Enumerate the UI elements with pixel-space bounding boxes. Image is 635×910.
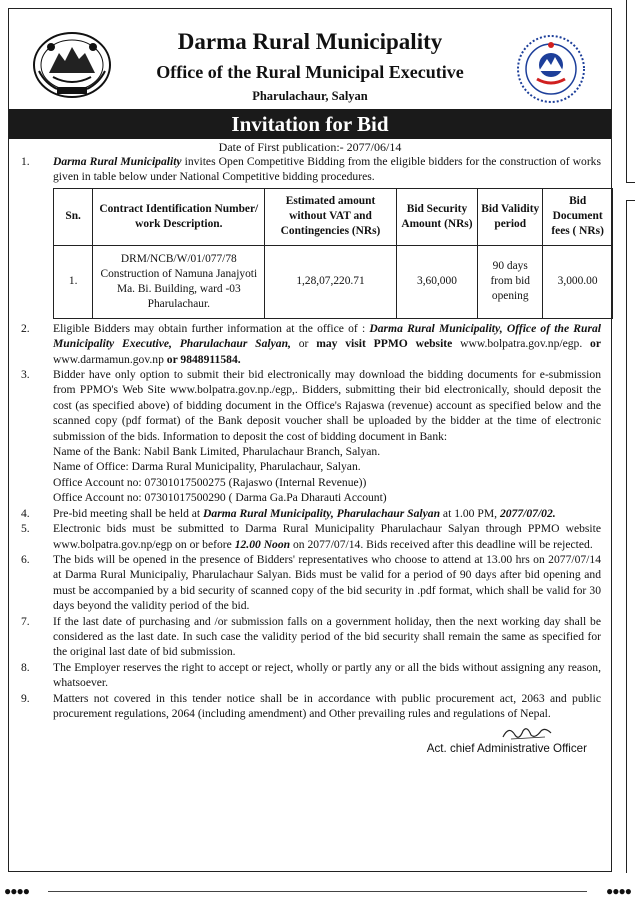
bolpatra-url: www.bolpatra.gov.np/egp. xyxy=(452,337,591,351)
contact-phone: or 9848911584. xyxy=(166,352,241,366)
table-header-row xyxy=(54,188,613,245)
cell-fee: 3,000.00 xyxy=(543,245,613,318)
notice-body xyxy=(21,154,604,761)
clause-6 xyxy=(21,552,601,614)
clause-number: 5. xyxy=(21,522,30,536)
clause-7 xyxy=(21,614,601,660)
prebid-date: 2077/07/02. xyxy=(499,506,556,520)
office-address-inline: Darma Rural Municipality, Office of the Rural Municipality Executive, Pharulachaur Salyan, xyxy=(53,321,601,351)
clause-number: 1. xyxy=(21,155,30,168)
col-header-security: Bid Security Amount (NRs) xyxy=(396,188,478,245)
clause-text: Matters not covered in this tender notice shall be in accordance with public procurement act, 2063 and public procurement regulations, 2064 (including amendment) and Other prevailing rules and regulations of Nepal. xyxy=(53,691,601,720)
col-header-fee: Bid Document fees ( NRs) xyxy=(543,188,613,245)
clause-number: 8. xyxy=(21,660,30,674)
clause-5 xyxy=(21,521,601,552)
clause-text: Electronic bids must be submitted to Darma Rural Municipality Pharulachaur Salyan through PPMO website www.bolpatra.gov.np/egp on or before xyxy=(53,522,601,551)
account-deposit: Office Account no: 07301017500290 ( Darma Ga.Pa Dharauti Account) xyxy=(53,491,387,505)
clause-text: The bids will be opened in the presence of Bidders' representatives who choose to attend at 13.00 hrs on 2077/07/14 at Darma Rural Municipaliy, Pharulachaur Salyan. Bids must be valid for a period of 90 days after bid opening and must be accompanied by a bid security of scanned copy of the bid security in .pdf format, which shall be valid for 30 days beyond the validity period of the bid. xyxy=(53,552,601,613)
clause-number: 6. xyxy=(21,552,30,566)
office-name: Office of the Rural Municipal Executive xyxy=(156,62,464,82)
municipality-name: Darma Rural Municipality xyxy=(177,29,443,54)
clause-text: invites Open Competitive Bidding from the eligible bidders for the construction of works given in table below under National Competitive bidding procedures. xyxy=(53,155,601,184)
clause-number: 3. xyxy=(21,368,30,382)
cell-security: 3,60,000 xyxy=(396,245,478,318)
bank-name: Name of the Bank: Nabil Bank Limited, Pharulachaur Branch, Salyan. xyxy=(53,445,381,459)
signature-icon xyxy=(501,723,553,743)
municipality-name-inline: Darma Rural Municipality xyxy=(53,155,182,168)
bid-notice xyxy=(8,8,612,872)
prebid-venue: Darma Rural Municipality, Pharulachaur Salyan xyxy=(203,506,441,520)
col-header-validity: Bid Validity period xyxy=(478,188,543,245)
clause-text: Eligible Bidders may obtain further information at the office of : xyxy=(53,321,370,335)
account-revenue: Office Account no: 07301017500275 (Rajaswo (Internal Revenue)) xyxy=(53,475,367,489)
footer-divider xyxy=(48,891,587,892)
notice-header xyxy=(9,9,611,111)
ppmo-website-label: may visit PPMO website xyxy=(316,337,453,351)
clause-text: or xyxy=(590,337,601,351)
municipality-logo-icon xyxy=(513,31,589,107)
col-header-estimate: Estimated amount without VAT and Contingencies (NRs) xyxy=(265,188,396,245)
clause-9 xyxy=(21,691,601,722)
clause-text: at 1.00 PM, xyxy=(440,506,500,520)
clause-text: or xyxy=(290,337,317,351)
signature-block xyxy=(21,721,601,761)
notice-title: Invitation for Bid xyxy=(9,109,611,139)
footer-dots-right: ●●●● xyxy=(606,884,631,898)
clause-text: Bidder have only option to submit their bid electronically may download the bidding documents for e-submission from PPMO's Web Site www.bolpatra.gov.np./egp,. Bidders, submitting their bid electronically, should deposit the cost (as specified above) of bidding document in the Office's Rajaswa (revenue) account as specified below and the scanned copy (pdf format) of the Bank deposit voucher shall be uploaded by the bidder at the time of electronic submission of the bids. Information to deposit the cost of bidding document in Bank: xyxy=(53,368,601,443)
clause-4 xyxy=(21,506,601,521)
col-header-contract: Contract Identification Number/ work Description. xyxy=(93,188,265,245)
cell-estimate: 1,28,07,220.71 xyxy=(265,245,396,318)
cell-validity: 90 days from bid opening xyxy=(478,245,543,318)
cell-contract xyxy=(93,245,265,318)
clause-number: 7. xyxy=(21,614,30,628)
adjacent-column-border-top xyxy=(626,0,635,183)
clause-number: 2. xyxy=(21,321,30,335)
clause-text: Pre-bid meeting shall be held at xyxy=(53,506,204,520)
clause-text: on 2077/07/14. Bids received after this deadline will be rejected. xyxy=(290,537,593,551)
table-row xyxy=(54,245,613,318)
footer-dots-left: ●●●● xyxy=(4,884,29,898)
office-name-line: Name of Office: Darma Rural Municipality, Pharulachaur, Salyan. xyxy=(53,460,361,474)
clause-2 xyxy=(21,321,601,367)
publication-date: Date of First publication:- 2077/06/14 xyxy=(218,140,402,154)
clause-number: 4. xyxy=(21,506,30,520)
bid-table xyxy=(53,188,613,319)
adjacent-column-border xyxy=(626,200,635,873)
submission-time: 12.00 Noon xyxy=(234,537,291,551)
office-location: Pharulachaur, Salyan xyxy=(252,89,368,103)
municipality-url: www.darmamun.gov.np xyxy=(53,352,167,366)
clause-text: The Employer reserves the right to accept or reject, wholly or partly any or all the bids without assigning any reason, whatsoever. xyxy=(53,660,601,690)
clause-number: 9. xyxy=(21,691,30,705)
clause-1 xyxy=(21,154,604,319)
cell-sn: 1. xyxy=(54,245,93,318)
work-description: Construction of Namuna Janajyoti Ma. Bi. Building, ward -03 Pharulachaur. xyxy=(100,267,258,310)
col-header-sn: Sn. xyxy=(54,188,93,245)
contract-id: DRM/NCB/W/01/077/78 xyxy=(120,252,237,265)
signer-title: Act. chief Administrative Officer xyxy=(426,742,587,756)
clause-3 xyxy=(21,367,601,506)
clause-8 xyxy=(21,660,601,691)
clause-text: If the last date of purchasing and /or submission falls on a government holiday, then the next working day shall be considered as the last date. In such case the validity period of the bid security shall remain the same as specified for the original last date of bid submission. xyxy=(53,614,601,659)
